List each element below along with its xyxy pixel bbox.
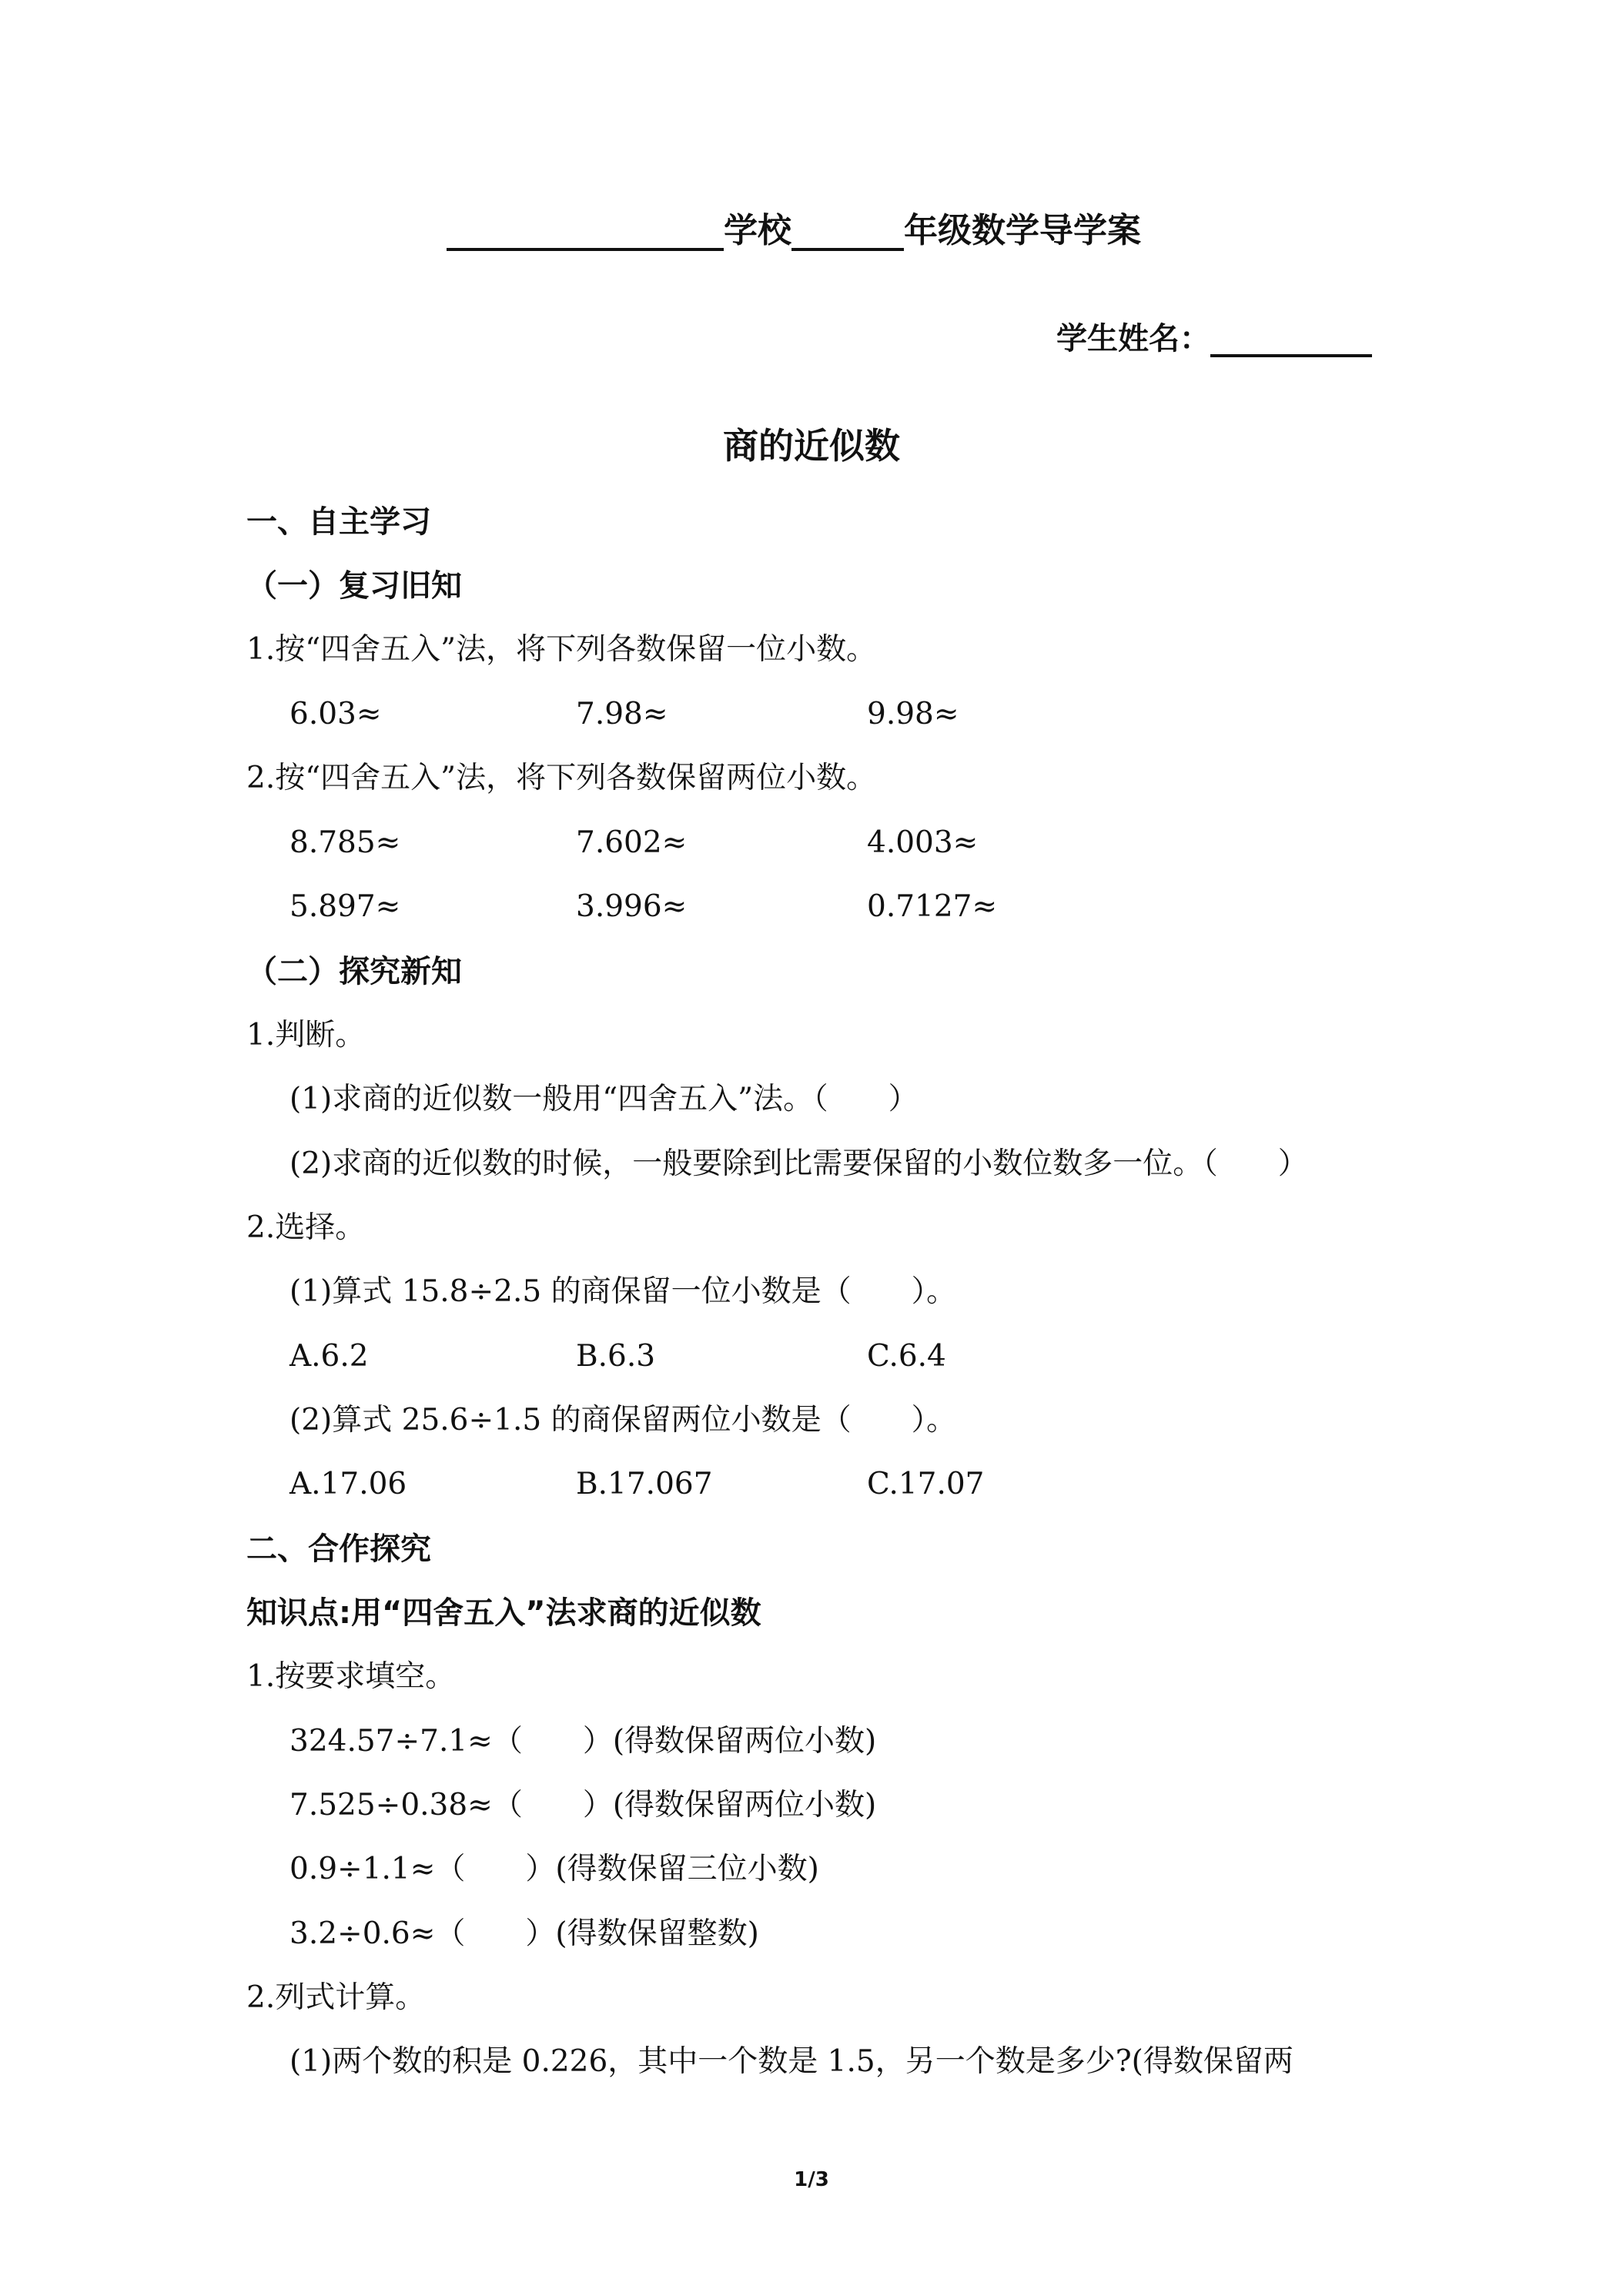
calc-question: 2.列式计算。 [246,1980,426,2015]
section2-heading: 二、合作探究 [246,1531,431,1567]
calc-item: (1)两个数的积是 0.226，其中一个数是 1.5，另一个数是多少?(得数保留两 [289,2044,1293,2079]
fill-item: 0.9÷1.1≈（ ）(得数保留三位小数) [289,1852,819,1886]
student-name-row [1056,323,1372,357]
review-q2-item: 8.785≈ [289,825,401,860]
choice-option: B.6.3 [576,1339,656,1374]
fill-item: 324.57÷7.1≈（ ）(得数保留两位小数) [289,1724,877,1759]
choice-item: (1)算式 15.8÷2.5 的商保留一位小数是（ ）。 [289,1274,957,1309]
worksheet-header [447,211,1141,251]
choice-option: A.6.2 [289,1339,369,1374]
grade-blank[interactable] [791,214,904,251]
choice-question: 2.选择。 [246,1210,366,1245]
grade-title: 年级数学导学案 [904,211,1141,250]
review-q2-item: 3.996≈ [576,889,688,924]
review-question-1: 1.按“四舍五入”法，将下列各数保留一位小数。 [246,632,877,667]
choice-option: B.17.067 [576,1467,713,1501]
judge-item: (2)求商的近似数的时候，一般要除到比需要保留的小数位数多一位。（ ） [289,1146,1308,1181]
review-q1-item: 9.98≈ [867,697,959,731]
fill-item: 3.2÷0.6≈（ ）(得数保留整数) [289,1916,759,1951]
fill-question: 1.按要求填空。 [246,1659,456,1694]
judge-item: (1)求商的近似数一般用“四舍五入”法。（ ） [289,1082,919,1116]
school-blank[interactable] [447,214,724,251]
review-question-2: 2.按“四舍五入”法，将下列各数保留两位小数。 [246,761,877,795]
review-q2-item: 5.897≈ [289,889,401,924]
student-name-label: 学生姓名： [1056,321,1210,356]
review-q2-item: 4.003≈ [867,825,979,860]
page-title: 商的近似数 [723,425,900,467]
part1-heading: （一）复习旧知 [246,568,462,604]
student-name-blank[interactable] [1210,323,1372,357]
page-number: 1/3 [794,2168,829,2191]
knowledge-point: 知识点:用“四舍五入”法求商的近似数 [246,1595,761,1631]
school-label: 学校 [724,211,791,250]
review-q2-item: 0.7127≈ [867,889,998,924]
fill-item: 7.525÷0.38≈（ ）(得数保留两位小数) [289,1788,877,1822]
section1-heading: 一、自主学习 [246,504,431,540]
part2-heading: （二）探究新知 [246,954,462,989]
review-q1-item: 7.98≈ [576,697,668,731]
choice-item: (2)算式 25.6÷1.5 的商保留两位小数是（ ）。 [289,1403,957,1438]
choice-option: C.17.07 [867,1467,985,1501]
review-q2-item: 7.602≈ [576,825,688,860]
choice-option: C.6.4 [867,1339,946,1374]
choice-option: A.17.06 [289,1467,407,1501]
judge-question: 1.判断。 [246,1018,366,1053]
review-q1-item: 6.03≈ [289,697,382,731]
